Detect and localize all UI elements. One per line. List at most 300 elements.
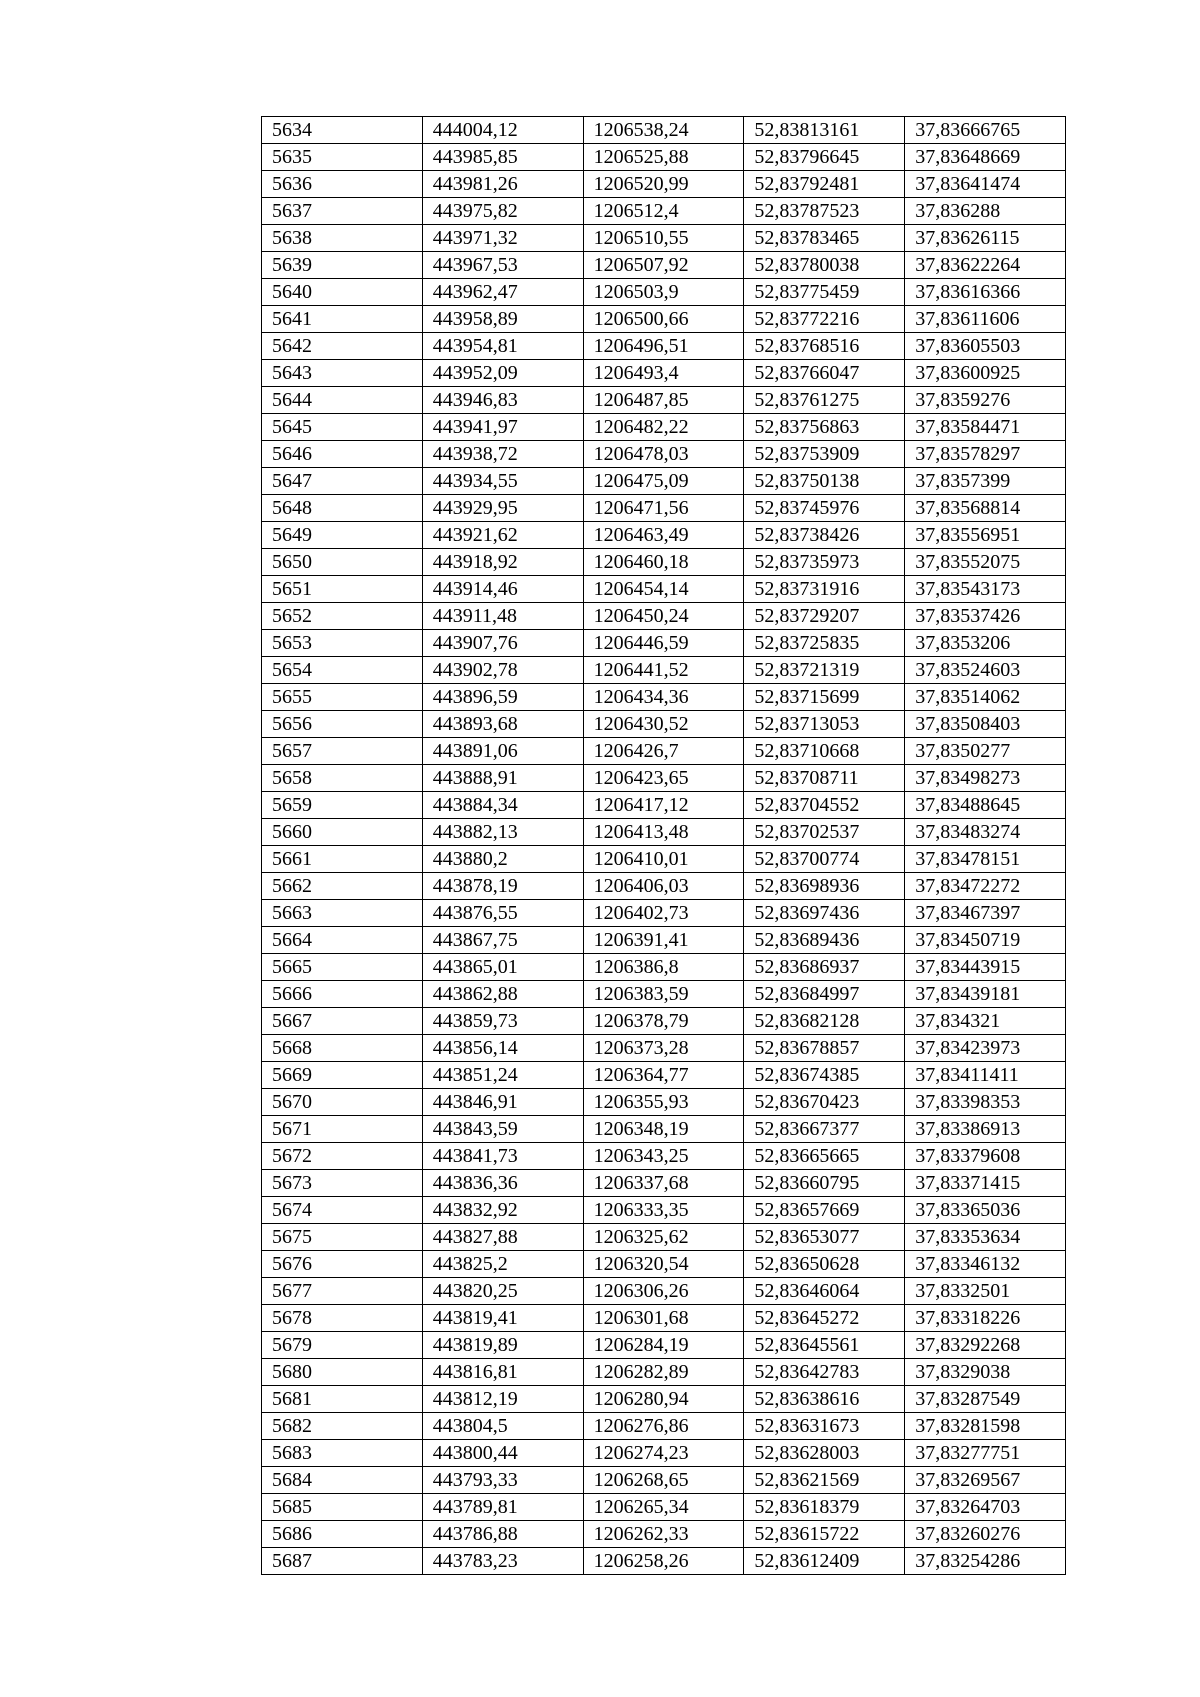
point-number-cell: 5638 bbox=[262, 225, 423, 252]
longitude-cell: 37,83287549 bbox=[905, 1386, 1066, 1413]
longitude-cell: 37,83508403 bbox=[905, 711, 1066, 738]
point-number-cell: 5635 bbox=[262, 144, 423, 171]
table-row bbox=[262, 1278, 1066, 1305]
longitude-cell: 37,83365036 bbox=[905, 1197, 1066, 1224]
table-row bbox=[262, 1008, 1066, 1035]
point-number-cell: 5658 bbox=[262, 765, 423, 792]
x-coordinate-cell: 443902,78 bbox=[422, 657, 583, 684]
latitude-cell: 52,83787523 bbox=[744, 198, 905, 225]
x-coordinate-cell: 443985,85 bbox=[422, 144, 583, 171]
table-row bbox=[262, 684, 1066, 711]
point-number-cell: 5634 bbox=[262, 117, 423, 144]
table-row bbox=[262, 1116, 1066, 1143]
point-number-cell: 5643 bbox=[262, 360, 423, 387]
y-coordinate-cell: 1206478,03 bbox=[583, 441, 744, 468]
longitude-cell: 37,83578297 bbox=[905, 441, 1066, 468]
longitude-cell: 37,83423973 bbox=[905, 1035, 1066, 1062]
y-coordinate-cell: 1206525,88 bbox=[583, 144, 744, 171]
table-row bbox=[262, 927, 1066, 954]
table-row bbox=[262, 1035, 1066, 1062]
longitude-cell: 37,83398353 bbox=[905, 1089, 1066, 1116]
latitude-cell: 52,83813161 bbox=[744, 117, 905, 144]
point-number-cell: 5655 bbox=[262, 684, 423, 711]
table-row bbox=[262, 1251, 1066, 1278]
x-coordinate-cell: 443816,81 bbox=[422, 1359, 583, 1386]
latitude-cell: 52,83700774 bbox=[744, 846, 905, 873]
point-number-cell: 5668 bbox=[262, 1035, 423, 1062]
latitude-cell: 52,83753909 bbox=[744, 441, 905, 468]
table-row bbox=[262, 846, 1066, 873]
point-number-cell: 5644 bbox=[262, 387, 423, 414]
point-number-cell: 5656 bbox=[262, 711, 423, 738]
point-number-cell: 5678 bbox=[262, 1305, 423, 1332]
x-coordinate-cell: 443783,23 bbox=[422, 1548, 583, 1575]
table-row bbox=[262, 603, 1066, 630]
x-coordinate-cell: 443856,14 bbox=[422, 1035, 583, 1062]
latitude-cell: 52,83766047 bbox=[744, 360, 905, 387]
longitude-cell: 37,83543173 bbox=[905, 576, 1066, 603]
y-coordinate-cell: 1206378,79 bbox=[583, 1008, 744, 1035]
longitude-cell: 37,8353206 bbox=[905, 630, 1066, 657]
x-coordinate-cell: 443880,2 bbox=[422, 846, 583, 873]
y-coordinate-cell: 1206510,55 bbox=[583, 225, 744, 252]
x-coordinate-cell: 443862,88 bbox=[422, 981, 583, 1008]
latitude-cell: 52,83731916 bbox=[744, 576, 905, 603]
x-coordinate-cell: 443893,68 bbox=[422, 711, 583, 738]
y-coordinate-cell: 1206355,93 bbox=[583, 1089, 744, 1116]
latitude-cell: 52,83678857 bbox=[744, 1035, 905, 1062]
latitude-cell: 52,83615722 bbox=[744, 1521, 905, 1548]
table-row bbox=[262, 792, 1066, 819]
latitude-cell: 52,83684997 bbox=[744, 981, 905, 1008]
y-coordinate-cell: 1206364,77 bbox=[583, 1062, 744, 1089]
longitude-cell: 37,83386913 bbox=[905, 1116, 1066, 1143]
point-number-cell: 5650 bbox=[262, 549, 423, 576]
y-coordinate-cell: 1206500,66 bbox=[583, 306, 744, 333]
longitude-cell: 37,83568814 bbox=[905, 495, 1066, 522]
x-coordinate-cell: 443793,33 bbox=[422, 1467, 583, 1494]
longitude-cell: 37,83611606 bbox=[905, 306, 1066, 333]
point-number-cell: 5681 bbox=[262, 1386, 423, 1413]
x-coordinate-cell: 443954,81 bbox=[422, 333, 583, 360]
x-coordinate-cell: 443820,25 bbox=[422, 1278, 583, 1305]
y-coordinate-cell: 1206446,59 bbox=[583, 630, 744, 657]
point-number-cell: 5639 bbox=[262, 252, 423, 279]
longitude-cell: 37,83439181 bbox=[905, 981, 1066, 1008]
point-number-cell: 5654 bbox=[262, 657, 423, 684]
y-coordinate-cell: 1206337,68 bbox=[583, 1170, 744, 1197]
table-row bbox=[262, 360, 1066, 387]
longitude-cell: 37,83277751 bbox=[905, 1440, 1066, 1467]
x-coordinate-cell: 443907,76 bbox=[422, 630, 583, 657]
latitude-cell: 52,83660795 bbox=[744, 1170, 905, 1197]
point-number-cell: 5648 bbox=[262, 495, 423, 522]
x-coordinate-cell: 443967,53 bbox=[422, 252, 583, 279]
latitude-cell: 52,83792481 bbox=[744, 171, 905, 198]
point-number-cell: 5662 bbox=[262, 873, 423, 900]
table-row bbox=[262, 117, 1066, 144]
table-row bbox=[262, 1224, 1066, 1251]
table-row bbox=[262, 549, 1066, 576]
latitude-cell: 52,83667377 bbox=[744, 1116, 905, 1143]
table-row bbox=[262, 630, 1066, 657]
longitude-cell: 37,83552075 bbox=[905, 549, 1066, 576]
point-number-cell: 5640 bbox=[262, 279, 423, 306]
latitude-cell: 52,83650628 bbox=[744, 1251, 905, 1278]
longitude-cell: 37,83264703 bbox=[905, 1494, 1066, 1521]
latitude-cell: 52,83725835 bbox=[744, 630, 905, 657]
longitude-cell: 37,8350277 bbox=[905, 738, 1066, 765]
longitude-cell: 37,8332501 bbox=[905, 1278, 1066, 1305]
point-number-cell: 5672 bbox=[262, 1143, 423, 1170]
latitude-cell: 52,83697436 bbox=[744, 900, 905, 927]
table-row bbox=[262, 765, 1066, 792]
longitude-cell: 37,83605503 bbox=[905, 333, 1066, 360]
longitude-cell: 37,83478151 bbox=[905, 846, 1066, 873]
longitude-cell: 37,83524603 bbox=[905, 657, 1066, 684]
x-coordinate-cell: 443867,75 bbox=[422, 927, 583, 954]
latitude-cell: 52,83618379 bbox=[744, 1494, 905, 1521]
y-coordinate-cell: 1206426,7 bbox=[583, 738, 744, 765]
longitude-cell: 37,83648669 bbox=[905, 144, 1066, 171]
longitude-cell: 37,8359276 bbox=[905, 387, 1066, 414]
latitude-cell: 52,83745976 bbox=[744, 495, 905, 522]
longitude-cell: 37,83443915 bbox=[905, 954, 1066, 981]
y-coordinate-cell: 1206258,26 bbox=[583, 1548, 744, 1575]
latitude-cell: 52,83710668 bbox=[744, 738, 905, 765]
point-number-cell: 5647 bbox=[262, 468, 423, 495]
latitude-cell: 52,83631673 bbox=[744, 1413, 905, 1440]
point-number-cell: 5637 bbox=[262, 198, 423, 225]
table-row bbox=[262, 1413, 1066, 1440]
x-coordinate-cell: 443836,36 bbox=[422, 1170, 583, 1197]
y-coordinate-cell: 1206391,41 bbox=[583, 927, 744, 954]
x-coordinate-cell: 443876,55 bbox=[422, 900, 583, 927]
longitude-cell: 37,83483274 bbox=[905, 819, 1066, 846]
longitude-cell: 37,83260276 bbox=[905, 1521, 1066, 1548]
point-number-cell: 5682 bbox=[262, 1413, 423, 1440]
y-coordinate-cell: 1206493,4 bbox=[583, 360, 744, 387]
latitude-cell: 52,83612409 bbox=[744, 1548, 905, 1575]
longitude-cell: 37,83371415 bbox=[905, 1170, 1066, 1197]
y-coordinate-cell: 1206441,52 bbox=[583, 657, 744, 684]
y-coordinate-cell: 1206454,14 bbox=[583, 576, 744, 603]
y-coordinate-cell: 1206417,12 bbox=[583, 792, 744, 819]
x-coordinate-cell: 443878,19 bbox=[422, 873, 583, 900]
table-row bbox=[262, 144, 1066, 171]
table-row bbox=[262, 1332, 1066, 1359]
latitude-cell: 52,83704552 bbox=[744, 792, 905, 819]
y-coordinate-cell: 1206460,18 bbox=[583, 549, 744, 576]
latitude-cell: 52,83645561 bbox=[744, 1332, 905, 1359]
x-coordinate-cell: 443819,89 bbox=[422, 1332, 583, 1359]
longitude-cell: 37,83269567 bbox=[905, 1467, 1066, 1494]
table-row bbox=[262, 1062, 1066, 1089]
latitude-cell: 52,83735973 bbox=[744, 549, 905, 576]
x-coordinate-cell: 443812,19 bbox=[422, 1386, 583, 1413]
y-coordinate-cell: 1206386,8 bbox=[583, 954, 744, 981]
y-coordinate-cell: 1206265,34 bbox=[583, 1494, 744, 1521]
latitude-cell: 52,83682128 bbox=[744, 1008, 905, 1035]
x-coordinate-cell: 443896,59 bbox=[422, 684, 583, 711]
longitude-cell: 37,83537426 bbox=[905, 603, 1066, 630]
y-coordinate-cell: 1206463,49 bbox=[583, 522, 744, 549]
longitude-cell: 37,83450719 bbox=[905, 927, 1066, 954]
x-coordinate-cell: 443841,73 bbox=[422, 1143, 583, 1170]
y-coordinate-cell: 1206373,28 bbox=[583, 1035, 744, 1062]
table-row bbox=[262, 576, 1066, 603]
longitude-cell: 37,83292268 bbox=[905, 1332, 1066, 1359]
point-number-cell: 5659 bbox=[262, 792, 423, 819]
latitude-cell: 52,83721319 bbox=[744, 657, 905, 684]
table-row bbox=[262, 279, 1066, 306]
latitude-cell: 52,83642783 bbox=[744, 1359, 905, 1386]
x-coordinate-cell: 443884,34 bbox=[422, 792, 583, 819]
y-coordinate-cell: 1206268,65 bbox=[583, 1467, 744, 1494]
point-number-cell: 5664 bbox=[262, 927, 423, 954]
point-number-cell: 5673 bbox=[262, 1170, 423, 1197]
table-row bbox=[262, 954, 1066, 981]
latitude-cell: 52,83674385 bbox=[744, 1062, 905, 1089]
y-coordinate-cell: 1206343,25 bbox=[583, 1143, 744, 1170]
point-number-cell: 5687 bbox=[262, 1548, 423, 1575]
table-row bbox=[262, 1494, 1066, 1521]
y-coordinate-cell: 1206402,73 bbox=[583, 900, 744, 927]
longitude-cell: 37,83600925 bbox=[905, 360, 1066, 387]
table-row bbox=[262, 1089, 1066, 1116]
y-coordinate-cell: 1206284,19 bbox=[583, 1332, 744, 1359]
latitude-cell: 52,83645272 bbox=[744, 1305, 905, 1332]
y-coordinate-cell: 1206487,85 bbox=[583, 387, 744, 414]
x-coordinate-cell: 444004,12 bbox=[422, 117, 583, 144]
x-coordinate-cell: 443843,59 bbox=[422, 1116, 583, 1143]
longitude-cell: 37,83584471 bbox=[905, 414, 1066, 441]
x-coordinate-cell: 443800,44 bbox=[422, 1440, 583, 1467]
x-coordinate-cell: 443952,09 bbox=[422, 360, 583, 387]
x-coordinate-cell: 443891,06 bbox=[422, 738, 583, 765]
latitude-cell: 52,83768516 bbox=[744, 333, 905, 360]
y-coordinate-cell: 1206274,23 bbox=[583, 1440, 744, 1467]
table-row bbox=[262, 1359, 1066, 1386]
longitude-cell: 37,83346132 bbox=[905, 1251, 1066, 1278]
x-coordinate-cell: 443941,97 bbox=[422, 414, 583, 441]
longitude-cell: 37,83472272 bbox=[905, 873, 1066, 900]
x-coordinate-cell: 443888,91 bbox=[422, 765, 583, 792]
y-coordinate-cell: 1206423,65 bbox=[583, 765, 744, 792]
longitude-cell: 37,83488645 bbox=[905, 792, 1066, 819]
table-row bbox=[262, 1143, 1066, 1170]
table-row bbox=[262, 198, 1066, 225]
point-number-cell: 5676 bbox=[262, 1251, 423, 1278]
point-number-cell: 5677 bbox=[262, 1278, 423, 1305]
x-coordinate-cell: 443846,91 bbox=[422, 1089, 583, 1116]
latitude-cell: 52,83638616 bbox=[744, 1386, 905, 1413]
y-coordinate-cell: 1206348,19 bbox=[583, 1116, 744, 1143]
latitude-cell: 52,83657669 bbox=[744, 1197, 905, 1224]
longitude-cell: 37,83318226 bbox=[905, 1305, 1066, 1332]
table-row bbox=[262, 1467, 1066, 1494]
y-coordinate-cell: 1206471,56 bbox=[583, 495, 744, 522]
latitude-cell: 52,83628003 bbox=[744, 1440, 905, 1467]
table-row bbox=[262, 1197, 1066, 1224]
y-coordinate-cell: 1206410,01 bbox=[583, 846, 744, 873]
y-coordinate-cell: 1206520,99 bbox=[583, 171, 744, 198]
latitude-cell: 52,83738426 bbox=[744, 522, 905, 549]
latitude-cell: 52,83708711 bbox=[744, 765, 905, 792]
latitude-cell: 52,83772216 bbox=[744, 306, 905, 333]
y-coordinate-cell: 1206306,26 bbox=[583, 1278, 744, 1305]
point-number-cell: 5646 bbox=[262, 441, 423, 468]
table-row bbox=[262, 657, 1066, 684]
x-coordinate-cell: 443832,92 bbox=[422, 1197, 583, 1224]
point-number-cell: 5674 bbox=[262, 1197, 423, 1224]
table-row bbox=[262, 171, 1066, 198]
table-row bbox=[262, 900, 1066, 927]
point-number-cell: 5657 bbox=[262, 738, 423, 765]
table-row bbox=[262, 1521, 1066, 1548]
x-coordinate-cell: 443865,01 bbox=[422, 954, 583, 981]
point-number-cell: 5652 bbox=[262, 603, 423, 630]
point-number-cell: 5683 bbox=[262, 1440, 423, 1467]
x-coordinate-cell: 443962,47 bbox=[422, 279, 583, 306]
x-coordinate-cell: 443934,55 bbox=[422, 468, 583, 495]
y-coordinate-cell: 1206496,51 bbox=[583, 333, 744, 360]
latitude-cell: 52,83670423 bbox=[744, 1089, 905, 1116]
latitude-cell: 52,83729207 bbox=[744, 603, 905, 630]
coordinates-table bbox=[261, 116, 1066, 1575]
y-coordinate-cell: 1206538,24 bbox=[583, 117, 744, 144]
latitude-cell: 52,83780038 bbox=[744, 252, 905, 279]
latitude-cell: 52,83653077 bbox=[744, 1224, 905, 1251]
y-coordinate-cell: 1206325,62 bbox=[583, 1224, 744, 1251]
point-number-cell: 5649 bbox=[262, 522, 423, 549]
point-number-cell: 5641 bbox=[262, 306, 423, 333]
table-row bbox=[262, 1386, 1066, 1413]
y-coordinate-cell: 1206320,54 bbox=[583, 1251, 744, 1278]
latitude-cell: 52,83621569 bbox=[744, 1467, 905, 1494]
longitude-cell: 37,83666765 bbox=[905, 117, 1066, 144]
latitude-cell: 52,83796645 bbox=[744, 144, 905, 171]
x-coordinate-cell: 443938,72 bbox=[422, 441, 583, 468]
table-row bbox=[262, 981, 1066, 1008]
table-row bbox=[262, 1440, 1066, 1467]
longitude-cell: 37,83556951 bbox=[905, 522, 1066, 549]
longitude-cell: 37,834321 bbox=[905, 1008, 1066, 1035]
y-coordinate-cell: 1206301,68 bbox=[583, 1305, 744, 1332]
x-coordinate-cell: 443804,5 bbox=[422, 1413, 583, 1440]
x-coordinate-cell: 443827,88 bbox=[422, 1224, 583, 1251]
x-coordinate-cell: 443819,41 bbox=[422, 1305, 583, 1332]
point-number-cell: 5642 bbox=[262, 333, 423, 360]
table-row bbox=[262, 225, 1066, 252]
point-number-cell: 5680 bbox=[262, 1359, 423, 1386]
point-number-cell: 5653 bbox=[262, 630, 423, 657]
longitude-cell: 37,83281598 bbox=[905, 1413, 1066, 1440]
y-coordinate-cell: 1206282,89 bbox=[583, 1359, 744, 1386]
table-row bbox=[262, 738, 1066, 765]
latitude-cell: 52,83713053 bbox=[744, 711, 905, 738]
point-number-cell: 5675 bbox=[262, 1224, 423, 1251]
coordinates-table-body bbox=[262, 117, 1066, 1575]
table-row bbox=[262, 873, 1066, 900]
point-number-cell: 5671 bbox=[262, 1116, 423, 1143]
x-coordinate-cell: 443851,24 bbox=[422, 1062, 583, 1089]
longitude-cell: 37,83467397 bbox=[905, 900, 1066, 927]
x-coordinate-cell: 443786,88 bbox=[422, 1521, 583, 1548]
latitude-cell: 52,83689436 bbox=[744, 927, 905, 954]
point-number-cell: 5636 bbox=[262, 171, 423, 198]
table-row bbox=[262, 1170, 1066, 1197]
point-number-cell: 5645 bbox=[262, 414, 423, 441]
longitude-cell: 37,8357399 bbox=[905, 468, 1066, 495]
point-number-cell: 5679 bbox=[262, 1332, 423, 1359]
x-coordinate-cell: 443929,95 bbox=[422, 495, 583, 522]
table-row bbox=[262, 414, 1066, 441]
x-coordinate-cell: 443918,92 bbox=[422, 549, 583, 576]
y-coordinate-cell: 1206280,94 bbox=[583, 1386, 744, 1413]
y-coordinate-cell: 1206512,4 bbox=[583, 198, 744, 225]
longitude-cell: 37,83254286 bbox=[905, 1548, 1066, 1575]
x-coordinate-cell: 443911,48 bbox=[422, 603, 583, 630]
latitude-cell: 52,83775459 bbox=[744, 279, 905, 306]
table-row bbox=[262, 1548, 1066, 1575]
longitude-cell: 37,83379608 bbox=[905, 1143, 1066, 1170]
longitude-cell: 37,83616366 bbox=[905, 279, 1066, 306]
y-coordinate-cell: 1206503,9 bbox=[583, 279, 744, 306]
x-coordinate-cell: 443975,82 bbox=[422, 198, 583, 225]
y-coordinate-cell: 1206333,35 bbox=[583, 1197, 744, 1224]
y-coordinate-cell: 1206276,86 bbox=[583, 1413, 744, 1440]
y-coordinate-cell: 1206430,52 bbox=[583, 711, 744, 738]
point-number-cell: 5666 bbox=[262, 981, 423, 1008]
point-number-cell: 5651 bbox=[262, 576, 423, 603]
latitude-cell: 52,83702537 bbox=[744, 819, 905, 846]
point-number-cell: 5669 bbox=[262, 1062, 423, 1089]
point-number-cell: 5685 bbox=[262, 1494, 423, 1521]
table-row bbox=[262, 441, 1066, 468]
point-number-cell: 5660 bbox=[262, 819, 423, 846]
y-coordinate-cell: 1206262,33 bbox=[583, 1521, 744, 1548]
point-number-cell: 5684 bbox=[262, 1467, 423, 1494]
longitude-cell: 37,83641474 bbox=[905, 171, 1066, 198]
point-number-cell: 5667 bbox=[262, 1008, 423, 1035]
table-row bbox=[262, 306, 1066, 333]
latitude-cell: 52,83750138 bbox=[744, 468, 905, 495]
x-coordinate-cell: 443981,26 bbox=[422, 171, 583, 198]
table-row bbox=[262, 711, 1066, 738]
latitude-cell: 52,83756863 bbox=[744, 414, 905, 441]
y-coordinate-cell: 1206450,24 bbox=[583, 603, 744, 630]
table-row bbox=[262, 252, 1066, 279]
table-row bbox=[262, 819, 1066, 846]
point-number-cell: 5663 bbox=[262, 900, 423, 927]
longitude-cell: 37,83626115 bbox=[905, 225, 1066, 252]
table-row bbox=[262, 495, 1066, 522]
latitude-cell: 52,83665665 bbox=[744, 1143, 905, 1170]
point-number-cell: 5686 bbox=[262, 1521, 423, 1548]
x-coordinate-cell: 443914,46 bbox=[422, 576, 583, 603]
latitude-cell: 52,83646064 bbox=[744, 1278, 905, 1305]
longitude-cell: 37,83411411 bbox=[905, 1062, 1066, 1089]
table-row bbox=[262, 1305, 1066, 1332]
x-coordinate-cell: 443882,13 bbox=[422, 819, 583, 846]
point-number-cell: 5661 bbox=[262, 846, 423, 873]
y-coordinate-cell: 1206383,59 bbox=[583, 981, 744, 1008]
x-coordinate-cell: 443825,2 bbox=[422, 1251, 583, 1278]
x-coordinate-cell: 443789,81 bbox=[422, 1494, 583, 1521]
latitude-cell: 52,83686937 bbox=[744, 954, 905, 981]
y-coordinate-cell: 1206406,03 bbox=[583, 873, 744, 900]
